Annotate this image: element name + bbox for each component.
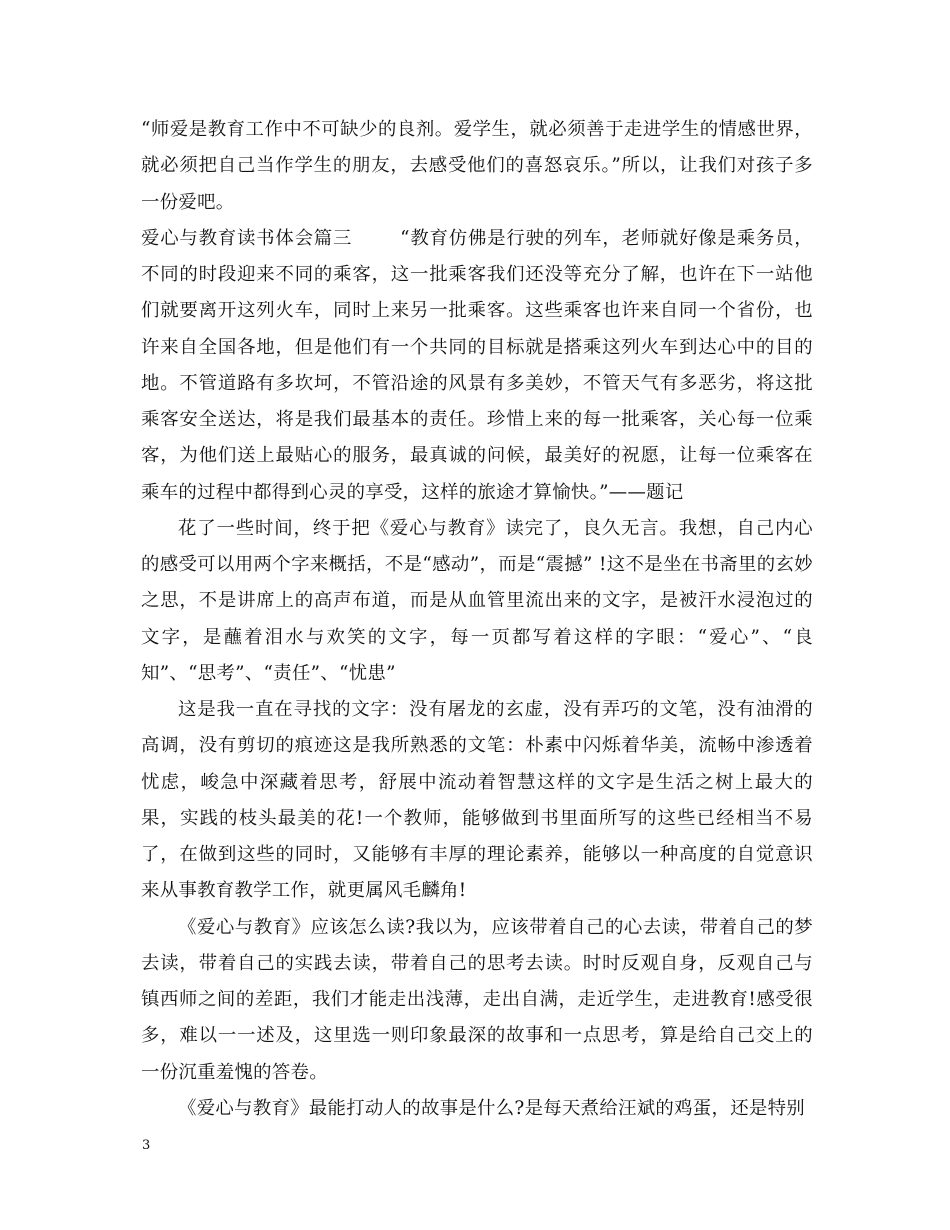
paragraph-text: “师爱是教育工作中不可缺少的良剂。爱学生，就必须善于走进学生的情感世界，就必须把自己当作学生的朋友，去感受他们的喜怒哀乐。”所以，让我们对孩子多一份爱吧。	[141, 119, 813, 213]
document-body	[141, 112, 813, 1127]
paragraph-writing-style	[141, 692, 813, 910]
paragraph-how-to-read	[141, 910, 813, 1091]
paragraph-text: 这是我一直在寻找的文字：没有屠龙的玄虚，没有弄巧的文笔，没有油滑的高调，没有剪切的痕迹这是我所熟悉的文笔：朴素中闪烁着华美，流畅中渗透着忧虑，峻急中深藏着思考，舒展中流动着智慧这样的文字是生活之树上最大的果，实践的枝头最美的花!一个教师，能够做到书里面所写的这些已经相当不易了，在做到这些的同时，又能够有丰厚的理论素养，能够以一种高度的自觉意识来从事教育教学工作，就更属风毛麟角!	[141, 699, 813, 902]
paragraph-text: “教育仿佛是行驶的列车，老师就好像是乘务员，不同的时段迎来不同的乘客，这一批乘客我们还没等充分了解，也许在下一站他们就要离开这列火车，同时上来另一批乘客。这些乘客也许来自同一个省份，也许来自全国各地，但是他们有一个共同的目标就是搭乘这列火车到达心中的目的地。不管道路有多坎坷，不管沿途的风景有多美妙，不管天气有多恶劣，将这批乘客安全送达，将是我们最基本的责任。珍惜上来的每一批乘客，关心每一位乘客，为他们送上最贴心的服务，最真诚的问候，最美好的祝愿，让每一位乘客在乘车的过程中都得到心灵的享受，这样的旅途才算愉快。”——题记	[141, 227, 813, 503]
page-number: 3	[142, 1138, 151, 1153]
paragraph-text: 《爱心与教育》应该怎么读?我以为，应该带着自己的心去读，带着自己的梦去读，带着自己的实践去读，带着自己的思考去读。时时反观自身，反观自己与镇西师之间的差距，我们才能走出浅薄，走出自满，走近学生，走进教育!感受很多，难以一一述及，这里选一则印象最深的故事和一点思考，算是给自己交上的一份沉重羞愧的答卷。	[141, 916, 813, 1083]
paragraph-reading-impression	[141, 511, 813, 692]
paragraph-section-three	[141, 221, 813, 511]
section-heading: 爱心与教育读书体会篇三	[141, 227, 353, 249]
paragraph-text: 《爱心与教育》最能打动人的故事是什么?是每天煮给汪斌的鸡蛋，还是特别	[178, 1097, 805, 1119]
paragraph-intro-quote	[141, 112, 813, 221]
paragraph-touching-story	[141, 1091, 813, 1127]
paragraph-text: 花了一些时间，终于把《爱心与教育》读完了，良久无言。我想，自己内心的感受可以用两个字来概括，不是“感动”，而是“震撼” !这不是坐在书斋里的玄妙之思，不是讲席上的高声布道，而是从血管里流出来的文字，是被汗水浸泡过的文字，是蘸着泪水与欢笑的文字，每一页都写着这样的字眼：“爱心”、“良知”、“思考”、“责任”、“忧患”	[141, 517, 813, 684]
